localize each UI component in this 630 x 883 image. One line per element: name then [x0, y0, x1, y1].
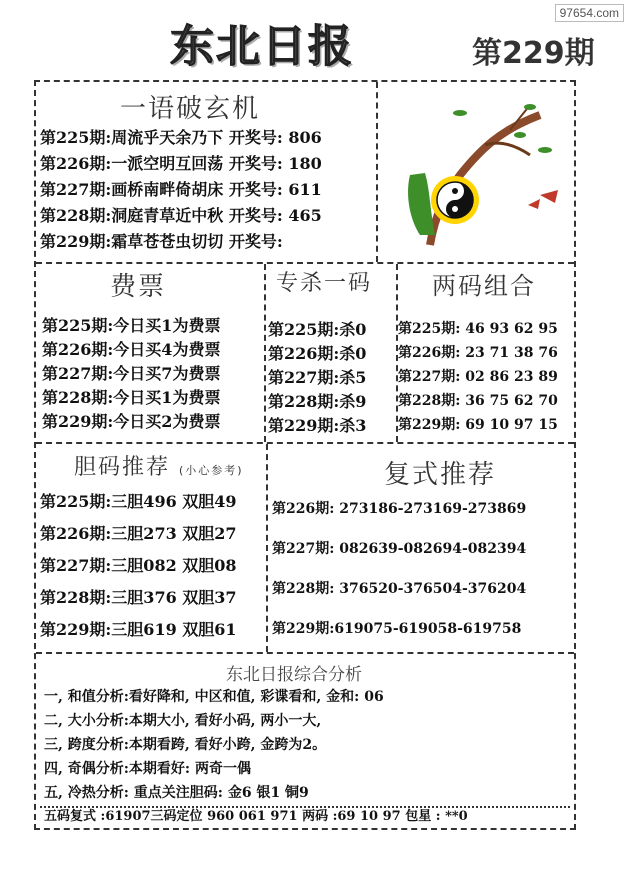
watermark-badge: 97654.com — [555, 4, 624, 22]
fushi-row: 第227期: 082639-082694-082394 — [272, 541, 527, 557]
divider-1 — [36, 262, 574, 264]
yiyu-row: 第229期:霜草苍苍虫切切 开奖号: — [40, 232, 283, 251]
feipiao-list — [42, 318, 220, 438]
feipiao-row: 第229期:今日买2为费票 — [42, 412, 221, 431]
analysis-footer: 五码复式 :61907三码定位 960 061 971 两码 :69 10 97 包星 : **0 — [44, 809, 468, 824]
feipiao-row: 第225期:今日买1为费票 — [42, 316, 221, 335]
analysis-row: 四, 奇偶分析:本期看好: 两奇一偶 — [44, 761, 251, 777]
liangma-row: 第228期: 36 75 62 70 — [398, 393, 558, 409]
divider-2 — [36, 442, 574, 444]
fushi-row: 第229期:619075-619058-619758 — [272, 621, 522, 637]
liangma-row: 第226期: 23 71 38 76 — [398, 345, 558, 361]
danma-row: 第228期:三胆376 双胆37 — [40, 588, 237, 607]
divider-4 — [40, 806, 570, 808]
fushi-row: 第228期: 376520-376504-376204 — [272, 581, 527, 597]
yiyu-row: 第226期:一派空明互回荡 开奖号: 180 — [40, 154, 322, 173]
danma-row: 第227期:三胆082 双胆08 — [40, 556, 237, 575]
fushi-row: 第226期: 273186-273169-273869 — [272, 501, 527, 517]
danma-list — [40, 494, 237, 654]
zhuansha-row: 第226期:杀0 — [268, 344, 367, 363]
danma-heading-text: 胆码推荐 — [74, 455, 171, 480]
fushi-heading: 复式推荐 — [384, 460, 497, 490]
zhuansha-heading: 专杀一码 — [276, 271, 373, 296]
danma-row: 第229期:三胆619 双胆61 — [40, 620, 237, 639]
liangma-heading: 两码组合 — [432, 272, 536, 300]
feipiao-row: 第228期:今日买1为费票 — [42, 388, 221, 407]
yiyu-list — [40, 130, 322, 260]
issue-number: 第229期 — [472, 36, 595, 71]
divider-v2 — [264, 264, 266, 442]
feipiao-row: 第227期:今日买7为费票 — [42, 364, 221, 383]
divider-3 — [36, 652, 574, 654]
danma-heading — [74, 450, 244, 481]
danma-note: (小心参考) — [179, 464, 244, 477]
liangma-row: 第229期: 69 10 97 15 — [398, 417, 558, 433]
liangma-row: 第227期: 02 86 23 89 — [398, 369, 558, 385]
analysis-row: 二, 大小分析:本期大小, 看好小码, 两小一大, — [44, 713, 322, 729]
feipiao-row: 第226期:今日买4为费票 — [42, 340, 221, 359]
analysis-row: 三, 跨度分析:本期看跨, 看好小跨, 金跨为2。 — [44, 737, 327, 753]
yiyu-row: 第227期:画桥南畔倚胡床 开奖号: 611 — [40, 180, 322, 199]
newspaper-title: 东北日报 — [170, 21, 354, 72]
danma-row: 第226期:三胆273 双胆27 — [40, 524, 237, 543]
zhuansha-row: 第227期:杀5 — [268, 368, 367, 387]
analysis-row: 五, 冷热分析: 重点关注胆码: 金6 银1 铜9 — [44, 785, 309, 801]
yiyu-divider — [376, 82, 378, 262]
feipiao-heading: 费票 — [110, 272, 167, 302]
liangma-list — [398, 322, 558, 442]
divider-v4 — [266, 444, 268, 652]
zhuansha-row: 第229期:杀3 — [268, 416, 367, 435]
zhuansha-row: 第225期:杀0 — [268, 320, 367, 339]
liangma-row: 第225期: 46 93 62 95 — [398, 321, 558, 337]
yiyu-row: 第225期:周流乎天余乃下 开奖号: 806 — [40, 128, 322, 147]
yiyu-row: 第228期:洞庭青草近中秋 开奖号: 465 — [40, 206, 322, 225]
taiji-tree-painting-icon — [390, 95, 570, 255]
analysis-heading: 东北日报综合分析 — [226, 665, 362, 685]
zhuansha-list — [268, 322, 366, 442]
danma-row: 第225期:三胆496 双胆49 — [40, 492, 237, 511]
zhuansha-row: 第228期:杀9 — [268, 392, 367, 411]
fushi-list — [272, 502, 526, 662]
analysis-list — [44, 690, 384, 810]
yiyu-heading: 一语破玄机 — [120, 94, 261, 124]
analysis-row: 一, 和值分析:看好降和, 中区和值, 彩谍看和, 金和: 06 — [44, 689, 384, 705]
